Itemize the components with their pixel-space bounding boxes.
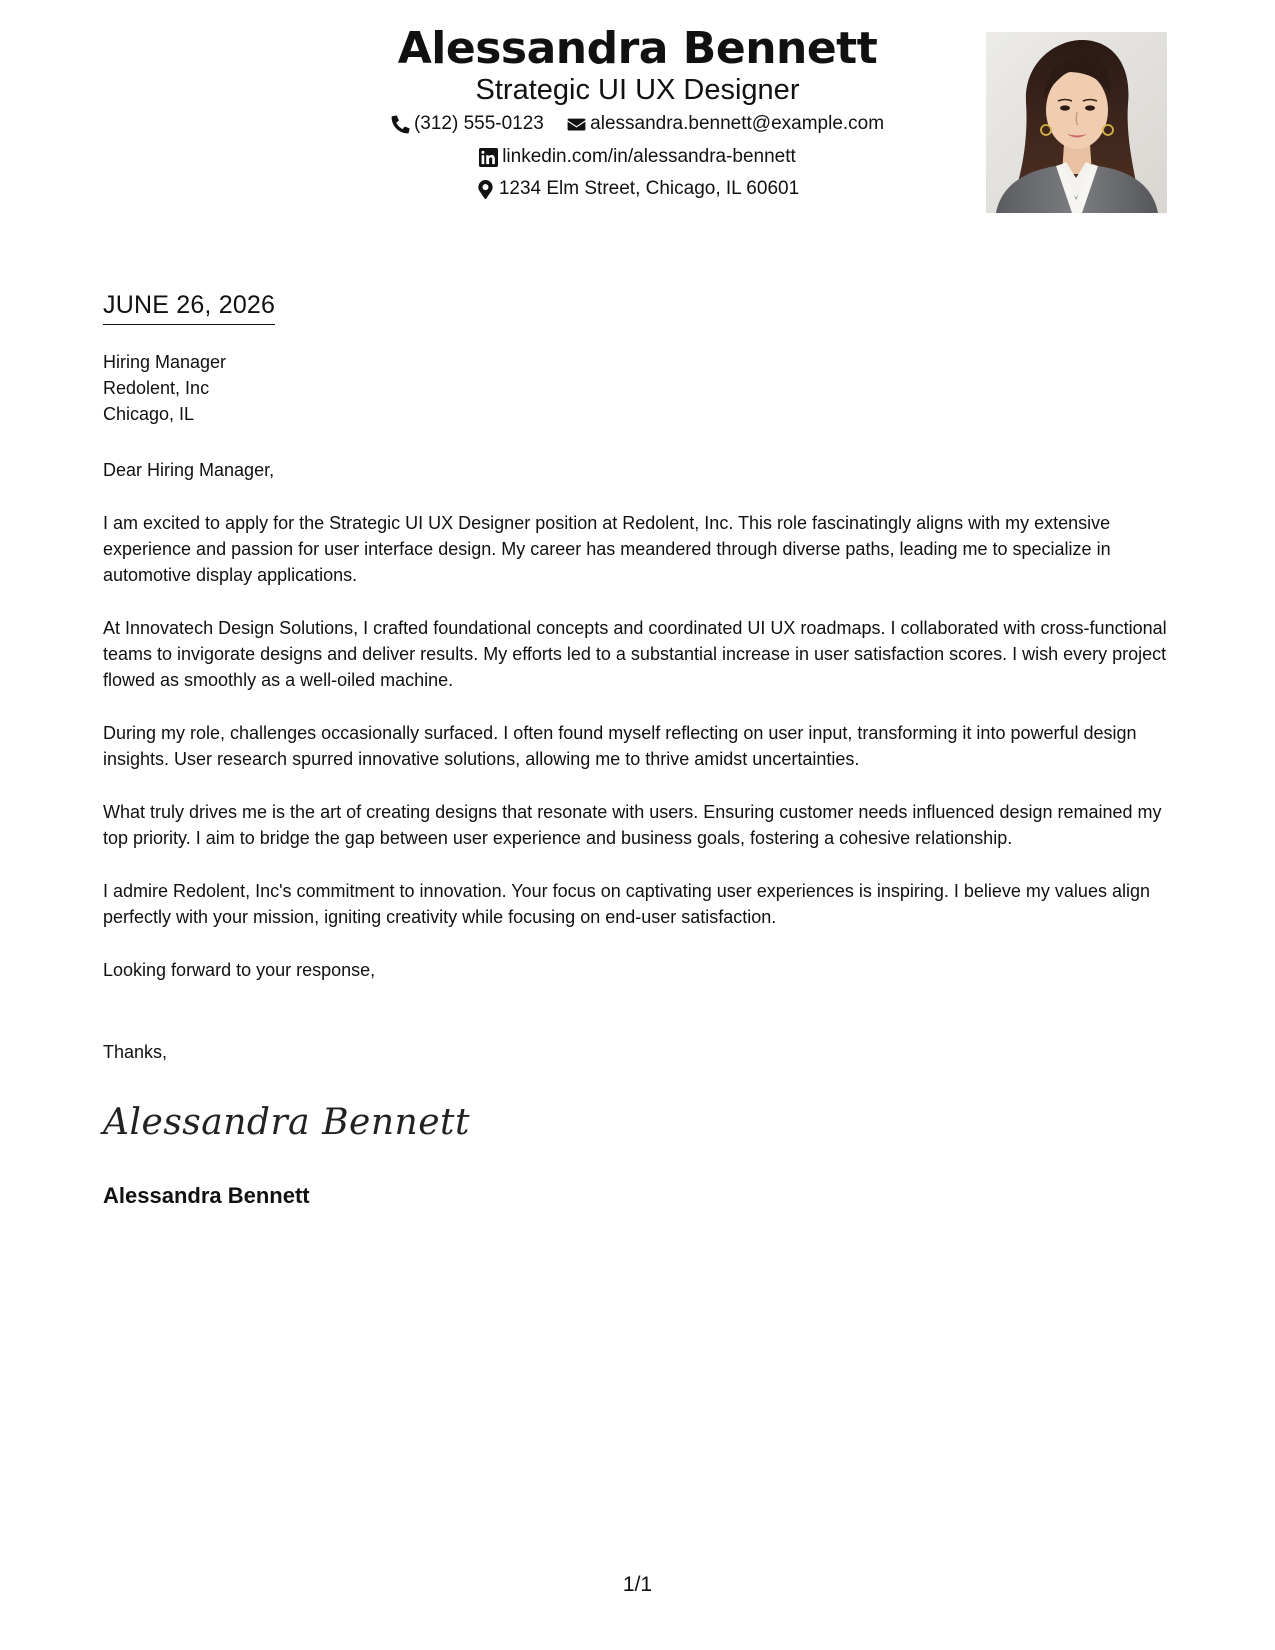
recipient-company: Redolent, Inc (103, 378, 210, 398)
map-marker-icon (476, 180, 495, 199)
signature-text: Alessandra Bennett (103, 1102, 470, 1143)
letter-body (103, 457, 1173, 1010)
paragraph: I am excited to apply for the Strategic UI UX Designer position at Redolent, Inc. This role fascinatingly aligns with my extensive experience and passion for user interface design. My career has meandered through diverse paths, leading me to specialize in automotive display applications. (103, 513, 1111, 585)
applicant-name: Alessandra Bennett (397, 23, 878, 74)
applicant-headline: Strategic UI UX Designer (475, 74, 800, 106)
paragraph: I admire Redolent, Inc's commitment to innovation. Your focus on captivating user experiences is inspiring. I believe my values align perfectly with your mission, igniting creativity while focusing on end-user satisfaction. (103, 881, 1150, 927)
handwritten-signature (103, 1096, 470, 1146)
recipient-block (103, 349, 226, 427)
recipient-title: Hiring Manager (103, 352, 227, 372)
signer-name: Alessandra Bennett (103, 1183, 310, 1208)
paragraph: During my role, challenges occasionally surfaced. I often found myself reflecting on user input, transforming it into powerful design insights. User research spurred innovative solutions, allowing me to thrive amidst uncertainties. (103, 723, 1137, 769)
contact-linkedin[interactable] (479, 145, 796, 169)
phone-text: (312) 555-0123 (413, 113, 544, 134)
recipient-location: Chicago, IL (103, 404, 195, 424)
closing: Thanks, (103, 1042, 168, 1062)
sign-off: Looking forward to your response, (103, 960, 376, 980)
envelope-icon (567, 115, 586, 134)
phone-icon (391, 115, 410, 134)
email-text: alessandra.bennett@example.com (590, 113, 885, 134)
page-number: 1/1 (622, 1573, 653, 1596)
paragraph: What truly drives me is the art of creating designs that resonate with users. Ensuring customer needs influenced design remained my top priority. I aim to bridge the gap between user experience and business goals, fostering a cohesive relationship. (103, 802, 1162, 848)
linkedin-icon (479, 148, 498, 167)
linkedin-text: linkedin.com/in/alessandra-bennett (502, 146, 796, 167)
contact-email[interactable] (567, 112, 884, 136)
profile-photo (986, 32, 1167, 213)
salutation: Dear Hiring Manager, (103, 460, 275, 480)
contact-address (476, 177, 799, 201)
paragraph: At Innovatech Design Solutions, I crafted foundational concepts and coordinated UI UX roadmaps. I collaborated with cross-functional teams to invigorate designs and deliver results. My efforts led to a substantial increase in user satisfaction scores. I wish every project flowed as smoothly as a well-oiled machine. (103, 618, 1167, 690)
contact-phone[interactable] (391, 112, 544, 136)
letter-date: JUNE 26, 2026 (103, 290, 275, 325)
address-text: 1234 Elm Street, Chicago, IL 60601 (498, 178, 800, 199)
